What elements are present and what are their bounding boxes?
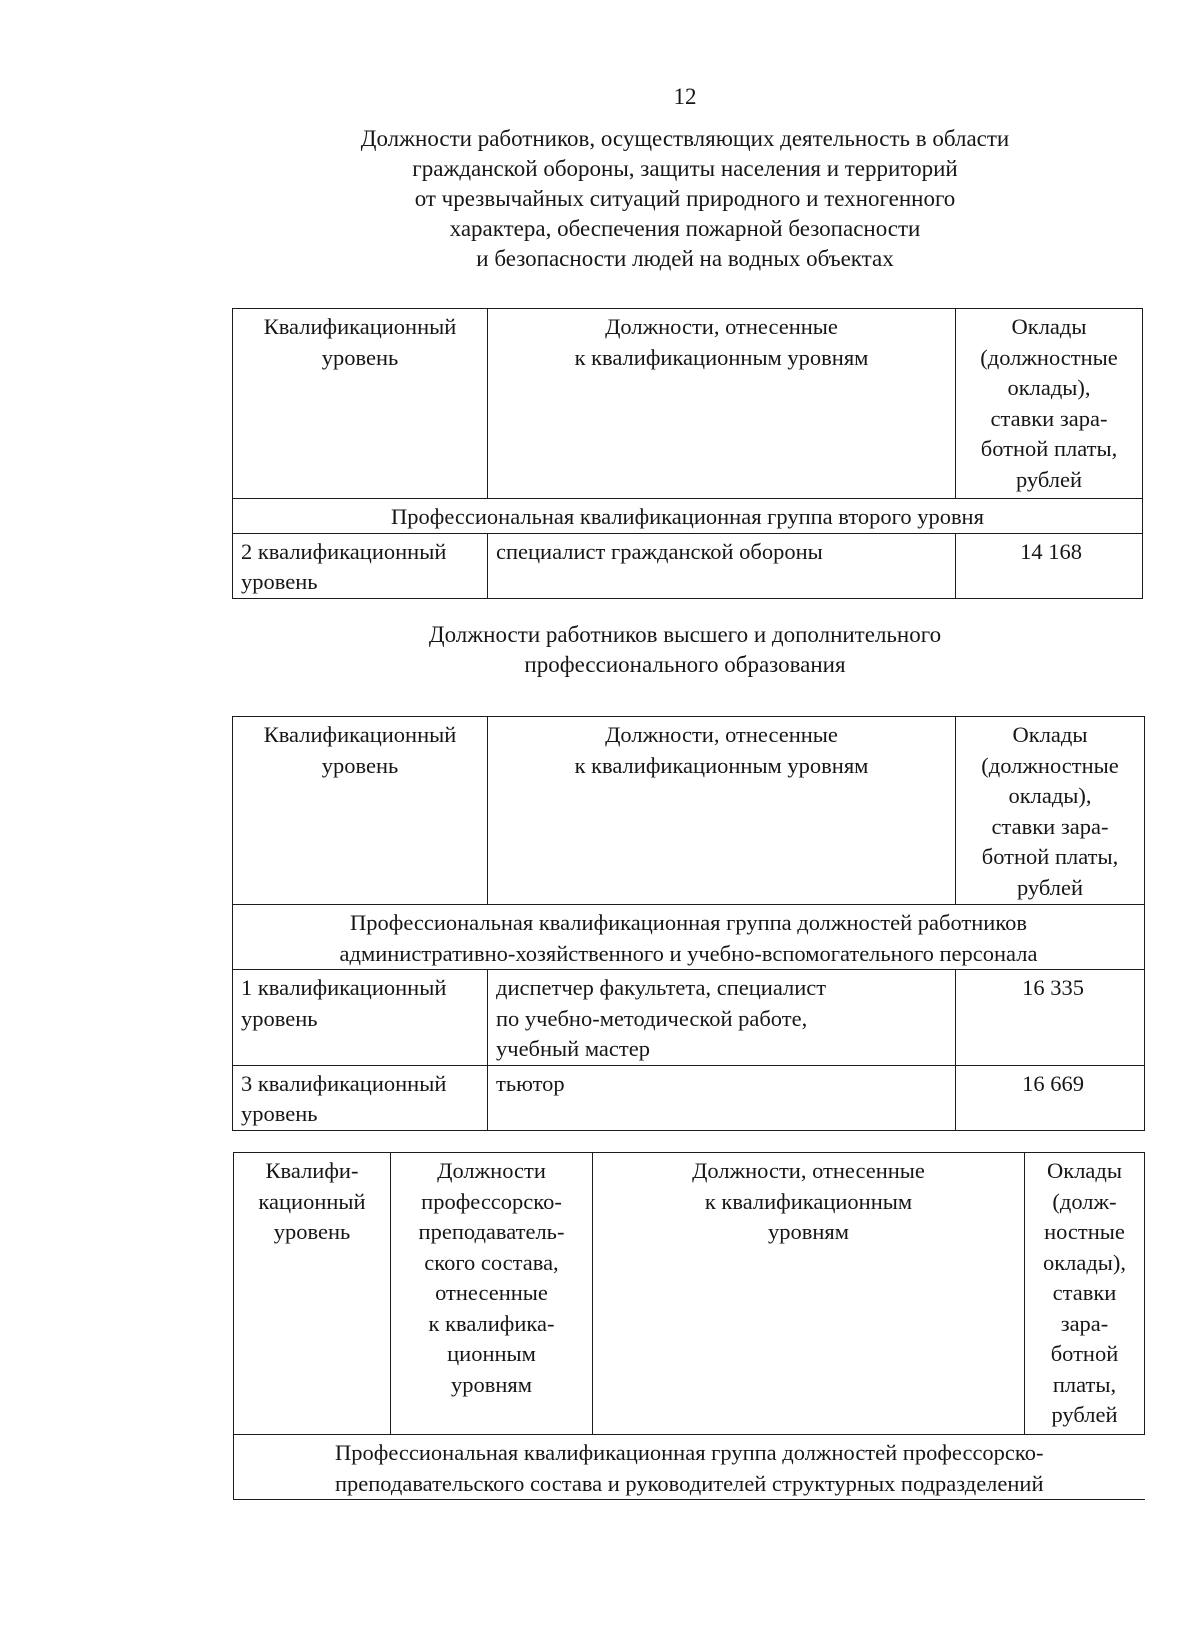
faculty-salary-table [233,1152,1145,1500]
row-level: 3 квалификационный уровень [233,1065,488,1130]
title-line: профессионального образования [524,652,846,677]
row-level: 1 квалификационный уровень [233,970,488,1066]
group-title-row [233,499,1143,534]
civil-defense-salary-table [232,308,1143,599]
section-1-title [0,124,1200,274]
row-salary: 14 168 [956,533,1143,598]
higher-education-salary-table [232,716,1145,1131]
header-faculty-positions: Должности профессорско- преподаватель- ского состава, отнесенные к квалифика- ционным уровням [391,1153,593,1435]
title-line: от чрезвычайных ситуаций природного и техногенного [414,186,956,211]
group-title: Профессиональная квалификационная группа должностей работников административно-хозяйственного и учебно-вспомогательного персонала [233,905,1145,970]
table-header-row [234,1153,1145,1435]
header-level: Квалификационный уровень [233,309,488,499]
title-line: характера, обеспечения пожарной безопасности [449,216,921,241]
row-positions: специалист гражданской обороны [488,533,956,598]
group-title-row [233,905,1145,970]
title-line: и безопасности людей на водных объектах [476,246,894,271]
row-positions: диспетчер факультета, специалист по учебно-методической работе, учебный мастер [488,970,956,1066]
section-2-title [0,620,1200,680]
table-header-row [233,717,1145,905]
title-line: гражданской обороны, защиты населения и территорий [412,156,958,181]
header-positions: Должности, отнесенные к квалификационным уровням [488,717,956,905]
group-title-row [234,1435,1145,1500]
page-number: 12 [673,84,697,109]
header-salary: Оклады (долж- ностные оклады), ставки зара- ботной платы, рублей [1025,1153,1145,1435]
group-title: Профессиональная квалификационная группа должностей профессорско- преподавательского состава и руководителей структурных подразделений [234,1435,1145,1500]
row-level: 2 квалификационный уровень [233,533,488,598]
table-row [233,970,1145,1066]
header-salary: Оклады (должностные оклады), ставки зара- ботной платы, рублей [956,309,1143,499]
header-positions: Должности, отнесенные к квалификационным уровням [593,1153,1025,1435]
header-level: Квалифи- кационный уровень [234,1153,391,1435]
header-level: Квалификационный уровень [233,717,488,905]
group-title: Профессиональная квалификационная группа второго уровня [233,499,1143,534]
title-line: Должности работников, осуществляющих деятельность в области [360,126,1010,151]
table-header-row [233,309,1143,499]
table-row [233,533,1143,598]
row-salary: 16 669 [956,1065,1145,1130]
table-row [233,1065,1145,1130]
row-salary: 16 335 [956,970,1145,1066]
header-salary: Оклады (должностные оклады), ставки зара- ботной платы, рублей [956,717,1145,905]
title-line: Должности работников высшего и дополнительного [428,622,942,647]
header-positions: Должности, отнесенные к квалификационным уровням [488,309,956,499]
row-positions: тьютор [488,1065,956,1130]
